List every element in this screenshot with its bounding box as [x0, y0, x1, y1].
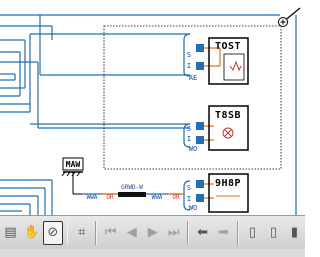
page-back-icon[interactable]: ▯: [269, 225, 278, 240]
pin-label: S: [186, 184, 192, 192]
pin-label: AE: [188, 74, 198, 82]
toolbar-separator: [95, 221, 97, 245]
forward-arrow-icon[interactable]: ➡: [218, 225, 230, 240]
junction-connector[interactable]: [279, 8, 301, 27]
wire-run-to-component3[interactable]: [82, 184, 184, 201]
pin-label: I: [186, 195, 192, 203]
status-bar: [0, 249, 305, 257]
back-arrow-icon[interactable]: ⬅: [197, 225, 209, 240]
ground-label: MAW: [65, 160, 81, 169]
component-label: TOST: [214, 41, 242, 52]
page-stack-icon[interactable]: ▮: [290, 225, 299, 240]
pin-label: I: [186, 135, 192, 143]
component-t8sb[interactable]: [184, 106, 248, 153]
last-page-icon[interactable]: ⏭: [167, 225, 180, 240]
cable-tag: GRWD-W: [121, 184, 143, 191]
page-icon[interactable]: ▯: [248, 225, 257, 240]
component-9h8p[interactable]: [184, 174, 248, 212]
wire-label: WWA: [86, 194, 98, 201]
toolbar: [0, 215, 305, 250]
toolbar-separator: [67, 221, 69, 245]
toolbar-separator: [187, 221, 189, 245]
component-label: 9H8P: [214, 178, 242, 189]
wire-label: OR: [106, 194, 114, 201]
wire-label: WWA: [151, 194, 163, 201]
component-label: T8SB: [214, 110, 242, 121]
toolbar-separator: [237, 221, 239, 245]
print-icon[interactable]: ▤: [4, 225, 17, 240]
prev-page-icon[interactable]: ◀: [126, 225, 137, 240]
next-page-icon[interactable]: ▶: [147, 225, 158, 240]
first-page-icon[interactable]: ⏮: [104, 225, 117, 240]
pin-label: S: [186, 51, 192, 59]
pin-label: S: [186, 125, 192, 133]
probe-tool-icon[interactable]: ⊘: [43, 221, 62, 245]
hand-tool-icon[interactable]: ✋: [23, 225, 40, 240]
pin-label: WO: [188, 204, 198, 212]
zoom-box-icon[interactable]: ⌗: [78, 225, 86, 240]
pin-label: I: [186, 62, 192, 70]
ground-symbol[interactable]: [62, 158, 83, 194]
component-tost[interactable]: [184, 34, 248, 84]
wire-label: OR: [172, 194, 180, 201]
pin-label: WO: [188, 145, 198, 153]
